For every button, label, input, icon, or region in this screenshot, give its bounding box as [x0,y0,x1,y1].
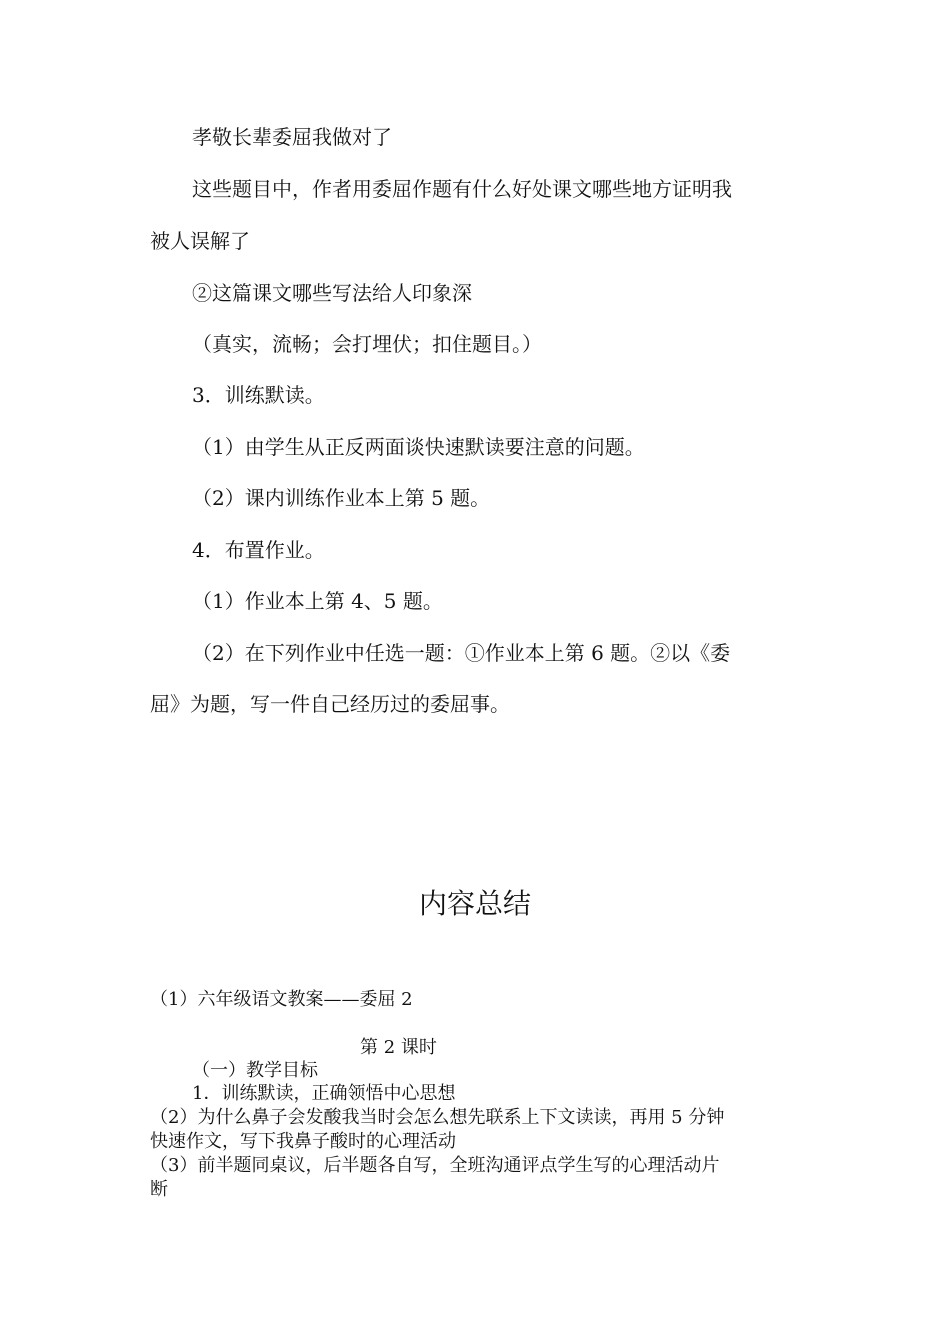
body-line: 这些题目中，作者用委屈作题有什么好处课文哪些地方证明我 [192,177,732,201]
summary-line: （2）为什么鼻子会发酸我当时会怎么想先联系上下文读读，再用 5 分钟 [150,1107,725,1128]
summary-line: 第 2 课时 [360,1037,437,1058]
summary-line: 快速作文，写下我鼻子酸时的心理活动 [150,1131,456,1152]
body-line: （2）课内训练作业本上第 5 题。 [192,486,491,510]
body-line: ②这篇课文哪些写法给人印象深 [192,281,472,305]
summary-line: 1．训练默读，正确领悟中心思想 [192,1083,456,1104]
body-line: 屈》为题，写一件自己经历过的委屈事。 [150,692,510,716]
summary-title: 内容总结 [418,887,531,920]
summary-line: （一）教学目标 [192,1060,318,1081]
body-line: （1）由学生从正反两面谈快速默读要注意的问题。 [192,435,645,459]
body-line: 4．布置作业。 [192,538,325,562]
body-line: 被人误解了 [150,229,250,253]
summary-line: （3）前半题同桌议，后半题各自写，全班沟通评点学生写的心理活动片 [150,1155,720,1176]
body-line: 孝敬长辈委屈我做对了 [192,125,392,149]
body-line: （2）在下列作业中任选一题：①作业本上第 6 题。②以《委 [192,641,731,665]
body-line: （1）作业本上第 4、5 题。 [192,589,443,613]
summary-line: 断 [150,1179,168,1200]
summary-line: （1）六年级语文教案——委屈 2 [150,989,413,1010]
body-line: 3．训练默读。 [192,383,325,407]
body-line: （真实，流畅；会打埋伏；扣住题目。） [192,332,542,356]
